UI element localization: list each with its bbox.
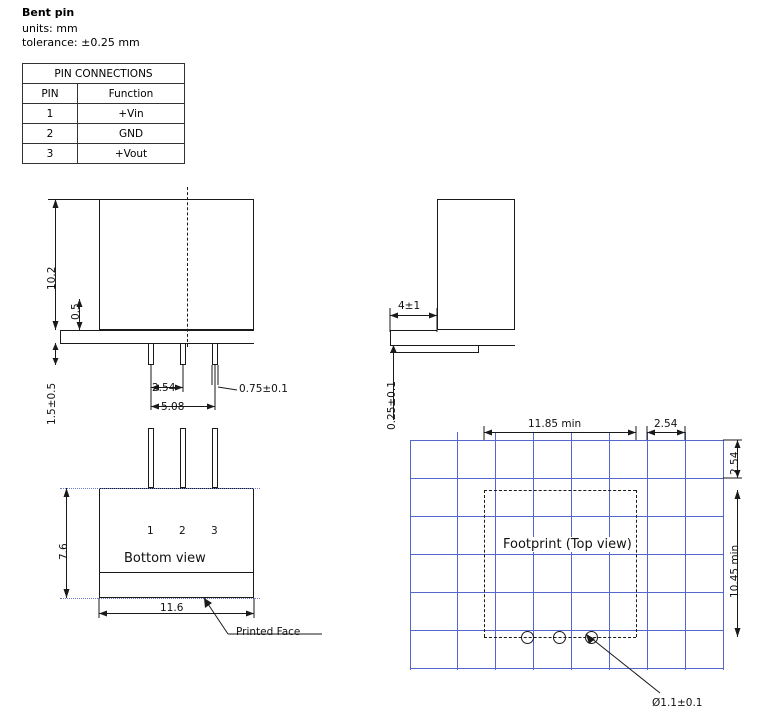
dim-footprint-offset: 2.54 [654,418,678,430]
dim-side-depth: 4±1 [398,300,421,312]
pin-table-title: PIN CONNECTIONS [23,64,185,84]
cell-function: +Vout [78,144,185,164]
dim-front-lip: 0.5 [70,303,82,320]
dim-bottom-width: 11.6 [160,602,184,614]
dim-front-pitch: 2.54 [152,382,176,394]
dim-bottom-depth: 7.6 [58,543,70,560]
printed-face-label: Printed Face [236,626,301,638]
hole-diameter-label: Ø1.1±0.1 [652,697,703,709]
col-header-pin: PIN [23,84,78,104]
page-title: Bent pin [22,6,75,19]
pin-number-2: 2 [179,525,186,537]
pin-number-3: 3 [211,525,218,537]
dim-front-height: 10.2 [46,266,58,290]
dim-front-pin-width: 0.75±0.1 [239,383,288,395]
dim-footprint-pitch-vertical: 2.54 [729,451,741,475]
units-label: units: mm [22,22,78,35]
cell-pin: 1 [23,104,78,124]
cell-function: +Vin [78,104,185,124]
bottom-view-label: Bottom view [124,551,206,566]
dim-front-span: 5.08 [161,401,185,413]
dim-side-pin-thickness: 0.25±0.1 [386,381,398,430]
cell-pin: 3 [23,144,78,164]
dim-front-pin-length: 1.5±0.5 [46,382,58,425]
dim-footprint-width: 11.85 min [528,418,582,430]
tolerance-label: tolerance: ±0.25 mm [22,36,140,49]
dim-footprint-height: 10.45 min [729,544,741,598]
col-header-function: Function [78,84,185,104]
pin-number-1: 1 [147,525,154,537]
cell-function: GND [78,124,185,144]
cell-pin: 2 [23,124,78,144]
footprint-label: Footprint (Top view) [500,537,635,552]
